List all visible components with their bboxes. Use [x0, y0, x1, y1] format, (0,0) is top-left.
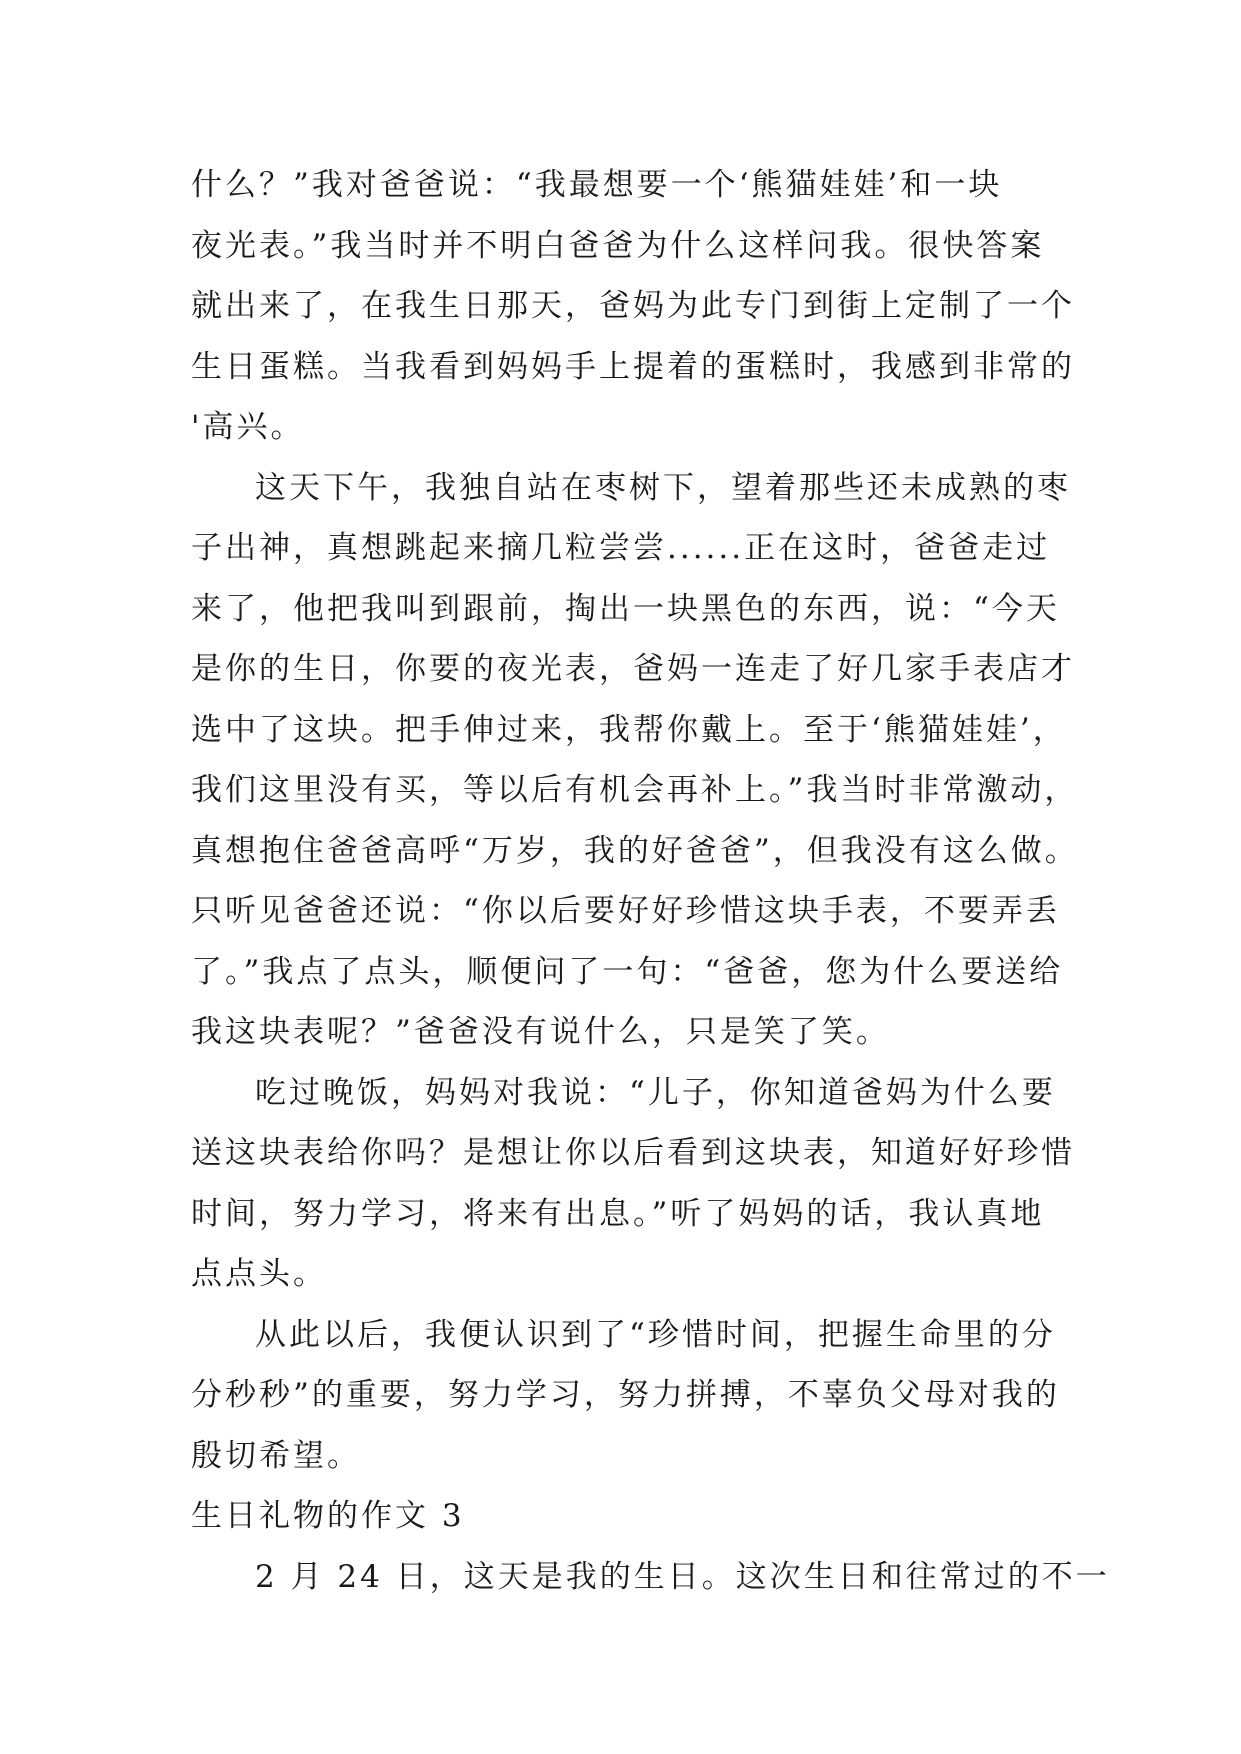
text-line: 什么？”我对爸爸说：“我最想要一个‘熊猫娃娃’和一块 — [191, 167, 1003, 203]
text-line: 选中了这块。把手伸过来，我帮你戴上。至于‘熊猫娃娃’， — [191, 711, 1067, 748]
text-line: 点点头。 — [191, 1256, 327, 1292]
paragraph-start-line: 从此以后，我便认识到了“珍惜时间，把握生命里的分 — [255, 1316, 1056, 1353]
section-heading: 生日礼物的作文 3 — [191, 1498, 465, 1534]
paragraph-start-line: 吃过晚饭，妈妈对我说：“儿子，你知道爸妈为什么要 — [255, 1074, 1056, 1111]
text-line: '高兴。 — [191, 409, 305, 445]
text-line: 送这块表给你吗？是想让你以后看到这块表，知道好好珍惜 — [191, 1135, 1075, 1171]
text-line: 真想抱住爸爸高呼“万岁，我的好爸爸”，但我没有这么做。 — [191, 832, 1079, 869]
paragraph-start-line: 2 月 24 日，这天是我的生日。这次生日和往常过的不一 — [255, 1558, 1110, 1595]
text-line: 殷切希望。 — [191, 1437, 361, 1474]
text-line: 分秒秒”的重要，努力学习，努力拼搏，不辜负父母对我的 — [191, 1377, 1060, 1413]
paragraph-start-line: 这天下午，我独自站在枣树下，望着那些还未成熟的枣 — [255, 469, 1071, 506]
text-line: 了。”我点了点头，顺便问了一句：“爸爸，您为什么要送给 — [191, 953, 1064, 990]
text-line: 我这块表呢？”爸爸没有说什么，只是笑了笑。 — [191, 1014, 890, 1050]
text-line: 子出神，真想跳起来摘几粒尝尝......正在这时，爸爸走过 — [191, 530, 1051, 566]
text-line: 来了，他把我叫到跟前，掏出一块黑色的东西，说：“今天 — [191, 590, 1060, 627]
text-line: 时间，努力学习，将来有出息。”听了妈妈的话，我认真地 — [191, 1195, 1045, 1232]
text-line: 夜光表。”我当时并不明白爸爸为什么这样问我。很快答案 — [191, 227, 1045, 264]
text-line: 就出来了，在我生日那天，爸妈为此专门到街上定制了一个 — [191, 288, 1075, 324]
text-line: 我们这里没有买，等以后有机会再补上。”我当时非常激动， — [191, 772, 1079, 808]
essay-text — [191, 155, 1110, 1607]
text-line: 是你的生日，你要的夜光表，爸妈一连走了好几家手表店才 — [191, 651, 1075, 687]
text-line: 生日蛋糕。当我看到妈妈手上提着的蛋糕时，我感到非常的 — [191, 348, 1075, 385]
text-line: 只听见爸爸还说：“你以后要好好珍惜这块手表，不要弄丢 — [191, 893, 1060, 929]
